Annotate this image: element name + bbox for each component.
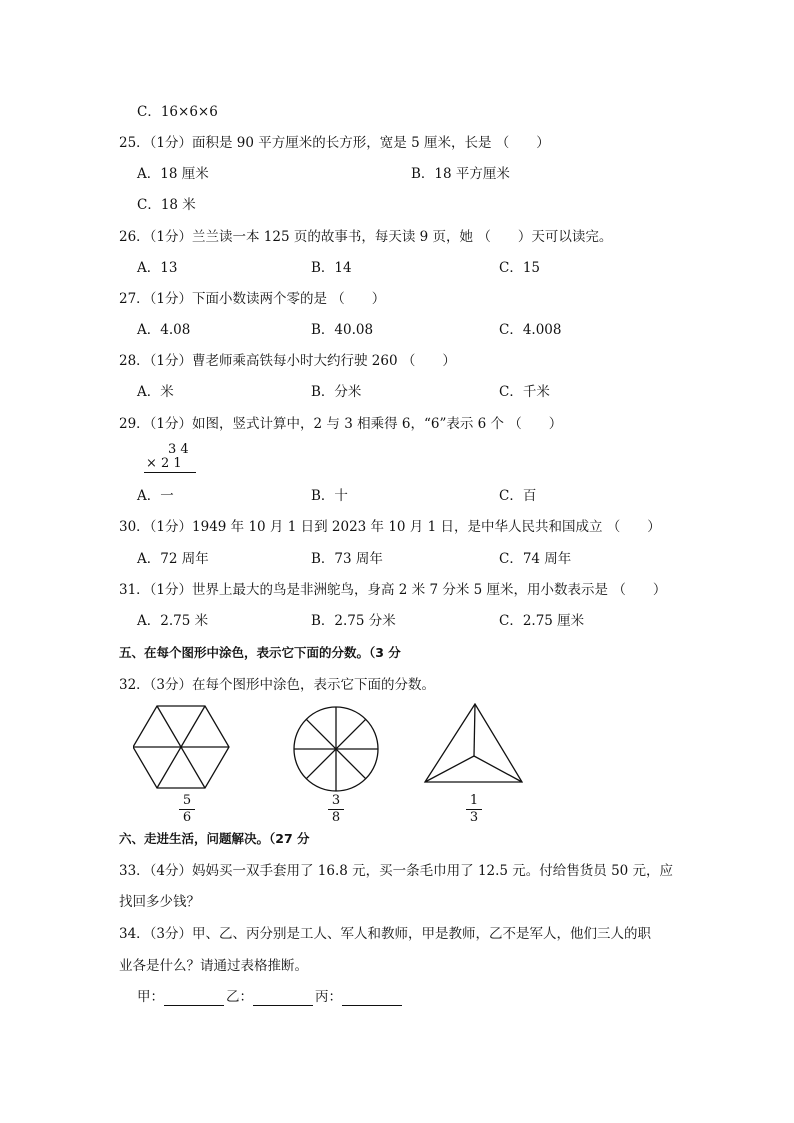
q27-option-a: A．4.08: [137, 322, 191, 338]
section-5-heading: 五、在每个图形中涂色，表示它下面的分数。（3 分: [119, 645, 401, 660]
q27-option-c: C．4.008: [499, 322, 562, 338]
q31-option-c: C．2.75 厘米: [499, 613, 585, 629]
q34-answer-line: [137, 988, 404, 1006]
q26-option-a: A．13: [137, 260, 178, 276]
fraction-numerator: 1: [469, 793, 479, 808]
q30-stem: 30．（1分）1949 年 10 月 1 日到 2023 年 10 月 1 日，是中华人民共和国成立 （ ）: [119, 519, 661, 535]
triangle-figure: [425, 704, 522, 782]
label-yi: 乙：: [226, 989, 253, 1005]
q24-option-c: C．16×6×6: [137, 104, 218, 120]
vertical-multiplication: [144, 443, 196, 473]
q33-line-2: 找回多少钱？: [119, 894, 200, 910]
circle-figure: [294, 707, 378, 791]
section-6-heading: 六、走进生活，问题解决。（27 分: [119, 831, 310, 846]
calc-bottom-number: × 2 1: [146, 456, 182, 471]
q28-stem: 28．（1分）曹老师乘高铁每小时大约行驶 260 （ ）: [119, 353, 456, 369]
q27-stem: 27．（1分）下面小数读两个零的是 （ ）: [119, 291, 386, 307]
fraction-1-3: [464, 794, 484, 825]
answer-blank-yi[interactable]: [253, 991, 313, 1006]
q29-option-c: C．百: [499, 488, 537, 504]
q34-line-1: 34．（3分）甲、乙、丙分别是工人、军人和教师，甲是教师，乙不是军人，他们三人的职: [119, 926, 652, 942]
answer-blank-bing[interactable]: [342, 991, 402, 1006]
q26-option-c: C．15: [499, 260, 541, 276]
q33-line-1: 33．（4分）妈妈买一双手套用了 16.8 元，买一条毛巾用了 12.5 元。付给售货员 50 元，应: [119, 863, 674, 879]
q25-stem: 25．（1分）面积是 90 平方厘米的长方形，宽是 5 厘米，长是 （ ）: [119, 135, 550, 151]
hexagon-figure: [133, 706, 229, 788]
calc-top-number: 3 4: [168, 442, 189, 457]
q28-option-b: B．分米: [311, 384, 362, 400]
label-bing: 丙：: [315, 989, 342, 1005]
q29-option-b: B．十: [311, 488, 348, 504]
q28-option-c: C．千米: [499, 384, 550, 400]
q34-line-2: 业各是什么？请通过表格推断。: [119, 958, 308, 974]
fraction-5-6: [177, 794, 197, 825]
q27-option-b: B．40.08: [311, 322, 374, 338]
q26-option-b: B．14: [311, 260, 352, 276]
label-jia: 甲：: [137, 989, 164, 1005]
q25-option-c: C．18 米: [137, 197, 196, 213]
q31-option-a: A．2.75 米: [137, 613, 209, 629]
q30-option-a: A．72 周年: [137, 551, 209, 567]
calc-underline: [144, 472, 196, 473]
q26-stem: 26．（1分）兰兰读一本 125 页的故事书，每天读 9 页，她 （ ）天可以读完。: [119, 229, 613, 245]
q32-stem: 32．（3分）在每个图形中涂色，表示它下面的分数。: [119, 677, 436, 693]
q25-option-a: A．18 厘米: [137, 166, 209, 182]
q29-stem: 29．（1分）如图，竖式计算中，2 与 3 相乘得 6，“6”表示 6 个 （ ）: [119, 416, 563, 432]
q30-option-b: B．73 周年: [311, 551, 383, 567]
fraction-numerator: 3: [331, 793, 341, 808]
q30-option-c: C．74 周年: [499, 551, 572, 567]
q25-option-b: B．18 平方厘米: [411, 166, 510, 182]
fraction-denominator: 3: [469, 810, 479, 825]
fraction-numerator: 5: [182, 793, 192, 808]
q29-option-a: A．一: [137, 488, 174, 504]
q28-option-a: A．米: [137, 384, 174, 400]
q31-stem: 31．（1分）世界上最大的鸟是非洲鸵鸟，身高 2 米 7 分米 5 厘米，用小数表示是 （ ）: [119, 582, 667, 598]
answer-blank-jia[interactable]: [164, 991, 224, 1006]
fraction-denominator: 8: [331, 810, 341, 825]
q31-option-b: B．2.75 分米: [311, 613, 396, 629]
fraction-denominator: 6: [182, 810, 192, 825]
fraction-3-8: [326, 794, 346, 825]
